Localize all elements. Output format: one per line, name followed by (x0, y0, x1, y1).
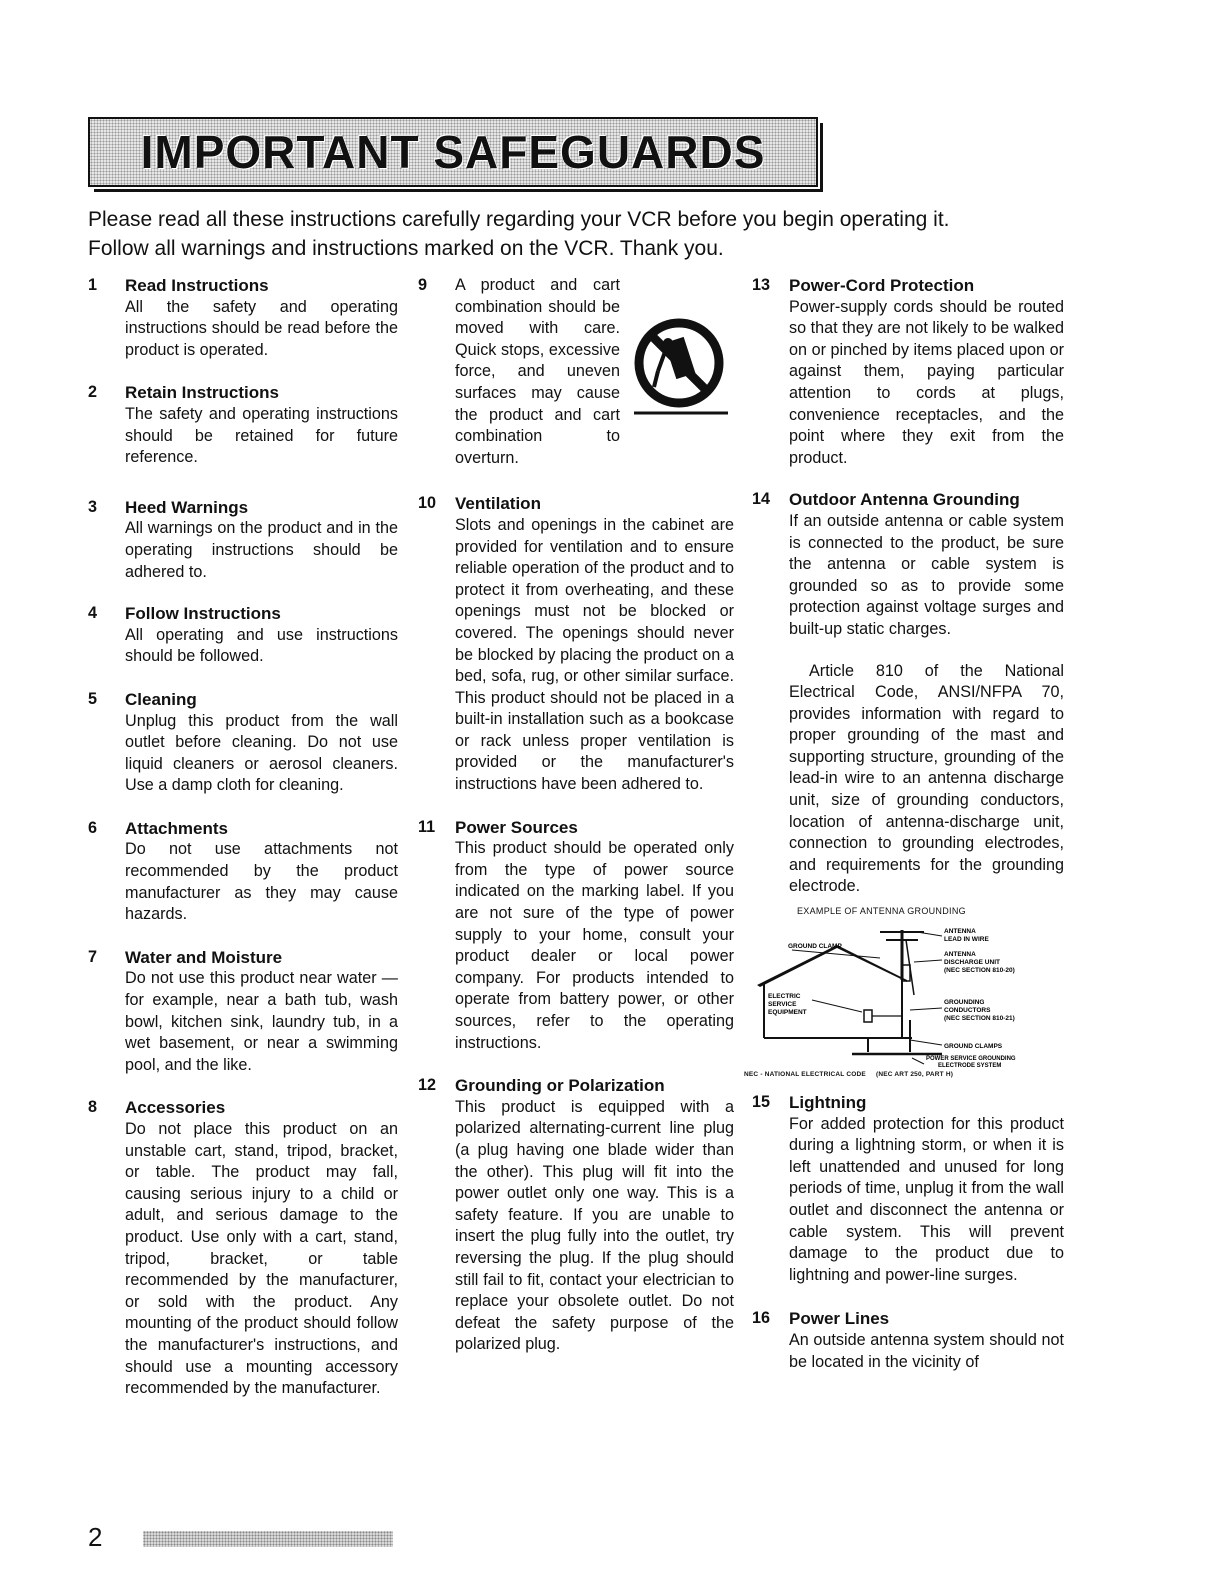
page-number: 2 (88, 1522, 103, 1552)
item-heading: Water and Moisture (125, 947, 283, 967)
label-discharge-3: (NEC SECTION 810-20) (944, 967, 1015, 975)
item-heading: Retain Instructions (125, 383, 279, 403)
item-body: An outside antenna system should not be located in the vicinity of (789, 1330, 1064, 1371)
item-body: Do not place this product on an unstable cart, stand, tripod, bracket, or table. The product may fall, causing serious injury to a child or adult, and serious damage to the product. Use only with a cart, stand, tripod, bracket, or table recommended by the manufacturer, or sold with the product. Any mounting of the product should follow the manufacturer's instructions, and should use a mounting accessory recommended by the manufacturer. (125, 1120, 398, 1398)
item-body: Slots and openings in the cabinet are provided for ventilation and to ensure reliable operation of the product and to protect it from overheating, and these openings must not be blocked or covered. The openings should never be blocked by placing the product on a bed, sofa, rug, or other similar surface. This product should not be placed in a built-in installation such as a bookcase or rack unless proper ventilation is provided or the manufacturer's instructions have been adhered to. (455, 515, 734, 794)
item-number: 12 (418, 1076, 437, 1095)
item-body: This product should be operated only from the type of power source indicated on the marking label. If you are not sure of the type of power supply to your home, consult your product dealer or local power company. For products intended to operate from battery power, or other sources, refer to the operating instructions. (455, 839, 734, 1052)
item-number: 1 (88, 276, 98, 294)
item-number: 10 (418, 494, 437, 513)
intro-text (88, 205, 949, 263)
item-heading: Grounding or Polarization (455, 1076, 665, 1096)
safeguard-item (88, 603, 398, 668)
item-body: This product is equipped with a polarized alternating-current line plug (a plug having one blade wider than the other). This plug will fit into the power outlet only one way. This is a safety feature. If you are unable to insert the plug fully into the outlet, try reversing the plug. If the plug should still fail to fit, contact your electrician to replace your obsolete outlet. Do not defeat the safety purpose of the polarized plug. (455, 1097, 734, 1354)
safeguard-item (88, 947, 398, 1077)
safeguard-item (88, 818, 398, 926)
item-body: Power-supply cords should be routed so that they are not likely to be walked on or pinched by items placed upon or against them, paying particular attention to cords at plugs, convenience receptacles, and the point where they exit from the product. (789, 297, 1064, 467)
diagram-footnote-row (744, 1071, 1064, 1078)
safeguard-item (418, 1075, 734, 1356)
item-heading: Read Instructions (125, 276, 269, 295)
item-number: 14 (752, 490, 771, 509)
item-body: A product and cart combination should be moved with care. Quick stops, excessive force, and uneven surfaces may cause the product and cart combination to overturn. (455, 276, 620, 467)
item-heading: Follow Instructions (125, 604, 281, 624)
label-lead-in-2: LEAD IN WIRE (944, 936, 989, 944)
safeguard-item (88, 1097, 398, 1399)
item-body: All operating and use instructions should be followed. (125, 625, 398, 666)
label-ground-clamps: GROUND CLAMPS (944, 1043, 1003, 1051)
item-heading: Heed Warnings (125, 497, 249, 517)
item-heading: Accessories (125, 1098, 226, 1118)
item-number: 15 (752, 1093, 771, 1112)
intro-line: Follow all warnings and instructions marked on the VCR. Thank you. (88, 237, 724, 260)
label-discharge-2: DISCHARGE UNIT (944, 959, 1000, 967)
item-body: The safety and operating instructions should be retained for future reference. (125, 404, 398, 467)
antenna-grounding-illustration (752, 920, 1062, 1070)
item-number: 13 (752, 276, 771, 294)
safeguard-item (752, 489, 1064, 898)
antenna-grounding-diagram (744, 906, 1064, 1079)
label-nec: NEC - NATIONAL ELECTRICAL CODE (744, 1071, 866, 1079)
item-body-article: Article 810 of the National Electrical Code, ANSI/NFPA 70, provides information with regard to proper grounding of the mast and supporting structure, grounding of the lead-in wire to an antenna discharge unit, size of grounding conductors, location of antenna-discharge unit, connection to grounding electrodes, and requirements for the grounding electrode. (789, 661, 1064, 896)
item-heading: Ventilation (455, 494, 541, 514)
item-number: 2 (88, 383, 98, 402)
item-number: 3 (88, 497, 98, 516)
column-1 (88, 275, 398, 1400)
safeguard-item (418, 493, 734, 795)
safeguard-item (418, 817, 734, 1055)
label-electric-3: EQUIPMENT (768, 1009, 807, 1017)
label-power-service-1: POWER SERVICE GROUNDING (926, 1056, 1016, 1063)
diagram-caption: EXAMPLE OF ANTENNA GROUNDING (797, 906, 966, 917)
item-number: 5 (88, 689, 98, 708)
item-heading: Lightning (789, 1093, 867, 1113)
safeguard-item (752, 275, 1064, 469)
label-ground-clamp: GROUND CLAMP (788, 943, 842, 951)
safeguard-item (418, 275, 734, 469)
label-conductors-3: (NEC SECTION 810-21) (944, 1015, 1015, 1023)
cart-warning-icon (624, 305, 734, 427)
label-electric-2: SERVICE (768, 1001, 797, 1009)
item-number: 11 (418, 817, 436, 836)
item-body: All the safety and operating instructions should be read before the product is operated. (125, 297, 398, 359)
safeguard-item (88, 382, 398, 468)
label-discharge-1: ANTENNA (944, 951, 976, 959)
item-body: Unplug this product from the wall outlet before cleaning. Do not use liquid cleaners or aerosol cleaners. Use a damp cloth for cleaning. (125, 711, 398, 795)
label-conductors-1: GROUNDING (944, 999, 985, 1007)
label-conductors-2: CONDUCTORS (944, 1007, 991, 1015)
safeguard-item (752, 1308, 1064, 1373)
item-body: For added protection for this product during a lightning storm, or when it is left unattended and unused for long periods of time, unplug it from the wall outlet and disconnect the antenna or cable system. This will prevent damage to the product due to lightning and power-line surges. (789, 1114, 1064, 1284)
item-number: 9 (418, 276, 428, 294)
item-heading: Power Sources (455, 817, 578, 837)
item-body: Do not use this product near water — for example, near a bath tub, wash bowl, kitchen sink, laundry tub, in a wet basement, or near a swimming pool, and the like. (125, 969, 398, 1074)
footer-decorative-bar (143, 1531, 393, 1547)
page-title: IMPORTANT SAFEGUARDS (140, 126, 766, 178)
safeguard-item (88, 497, 398, 583)
item-heading: Cleaning (125, 689, 197, 709)
label-power-service-2: ELECTRODE SYSTEM (938, 1063, 1002, 1070)
item-body: If an outside antenna or cable system is connected to the product, be sure the antenna or cable system is grounded so as to provide some protection against voltage surges and built-up static charges. (789, 511, 1064, 638)
label-power-service-3: (NEC ART 250, PART H) (875, 1071, 954, 1079)
title-banner (88, 117, 818, 187)
item-number: 16 (752, 1309, 771, 1328)
safeguard-item (752, 1092, 1064, 1286)
safeguard-item (88, 275, 398, 361)
item-number: 6 (88, 818, 98, 837)
item-body: Do not use attachments not recommended by the product manufacturer as they may cause hazards. (125, 840, 398, 924)
column-2 (418, 275, 734, 1356)
item-heading: Attachments (125, 818, 228, 838)
item-number: 4 (88, 604, 98, 623)
item-body: All warnings on the product and in the operating instructions should be adhered to. (125, 519, 398, 581)
item-heading: Outdoor Antenna Grounding (789, 490, 1020, 510)
item-number: 8 (88, 1098, 98, 1117)
safeguard-item (88, 689, 398, 797)
label-electric-1: ELECTRIC (768, 993, 801, 1001)
item-number: 7 (88, 947, 98, 966)
intro-line: Please read all these instructions carefully regarding your VCR before you begin operating it. (88, 208, 950, 231)
column-3 (744, 275, 1064, 1373)
label-lead-in-1: ANTENNA (944, 928, 976, 936)
item-heading: Power-Cord Protection (789, 276, 975, 295)
item-heading: Power Lines (789, 1309, 890, 1329)
